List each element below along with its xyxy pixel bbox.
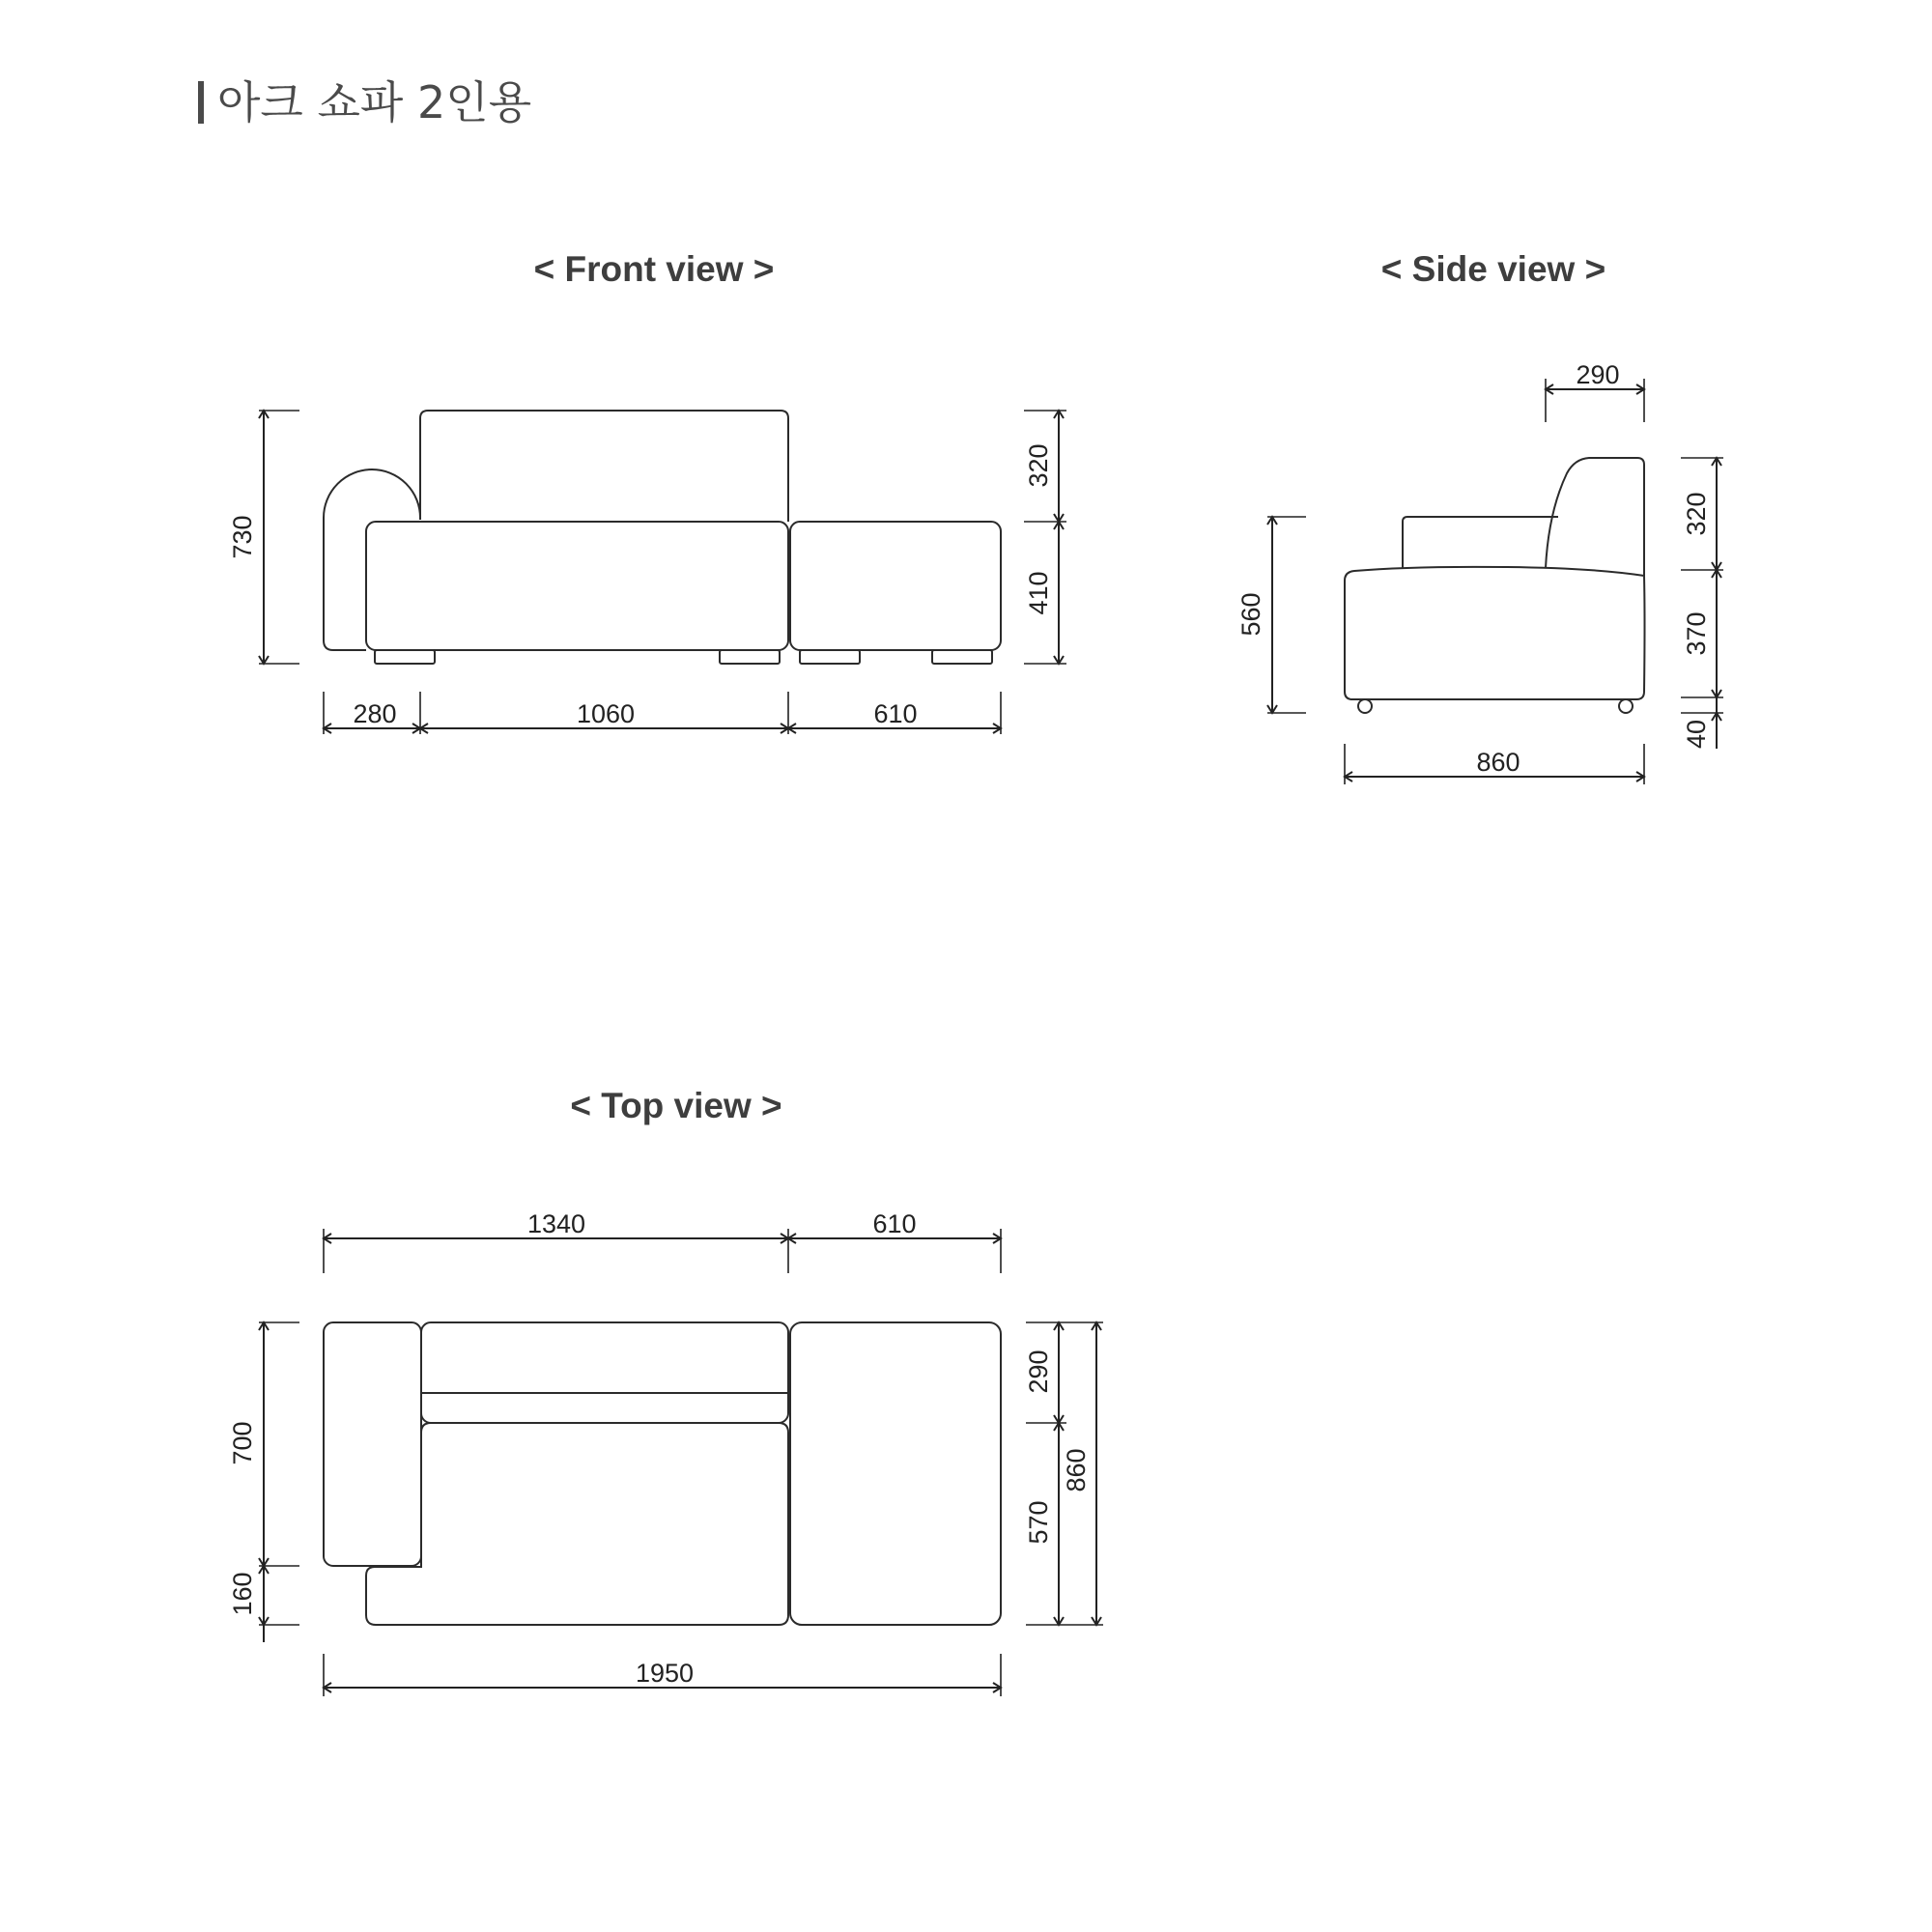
side-view-title: < Side view > (1380, 249, 1606, 289)
dim-label-860: 860 (1476, 748, 1520, 777)
dim-label-410: 410 (1024, 571, 1053, 615)
dim-label-1340: 1340 (526, 1209, 586, 1238)
front-ottoman (790, 522, 1001, 650)
top-ottoman (790, 1322, 1001, 1625)
side-wheel (1619, 699, 1633, 713)
top-arm (324, 1322, 421, 1566)
front-foot (720, 650, 780, 664)
dim-label-1950: 1950 (635, 1659, 695, 1688)
front-seat (366, 522, 788, 650)
dim-label-1060: 1060 (576, 699, 636, 728)
front-foot (932, 650, 992, 664)
side-body (1345, 567, 1645, 699)
dim-label-860: 860 (1062, 1448, 1091, 1492)
dim-label-610: 610 (872, 1209, 917, 1238)
dim-label-280: 280 (353, 699, 397, 728)
dim-label-730: 730 (228, 515, 257, 559)
product-title: 아크 쇼파 2인용 (217, 76, 532, 128)
dim-label-290: 290 (1576, 360, 1620, 389)
dim-label-700: 700 (228, 1421, 257, 1465)
dim-label-320: 320 (1682, 492, 1711, 536)
front-foot (800, 650, 860, 664)
top-view-drawing (228, 1209, 1103, 1696)
side-back (1546, 458, 1644, 576)
top-back-cushion (421, 1322, 788, 1423)
top-view-title: < Top view > (570, 1086, 782, 1125)
dim-label-570: 570 (1024, 1500, 1053, 1545)
front-view-drawing (228, 411, 1066, 734)
dim-label-40: 40 (1682, 719, 1711, 750)
front-foot (375, 650, 435, 664)
front-view-title: < Front view > (533, 249, 775, 289)
front-arm (324, 469, 420, 650)
dim-label-160: 160 (228, 1572, 257, 1616)
side-arm (1403, 517, 1558, 569)
dim-label-370: 370 (1682, 611, 1711, 656)
dim-label-610: 610 (873, 699, 918, 728)
side-wheel (1358, 699, 1372, 713)
dim-label-290: 290 (1024, 1350, 1053, 1394)
side-view-drawing (1236, 360, 1723, 784)
top-seat (366, 1423, 788, 1625)
dim-label-320: 320 (1024, 443, 1053, 488)
front-back-cushion (420, 411, 788, 522)
dim-label-560: 560 (1236, 592, 1265, 637)
